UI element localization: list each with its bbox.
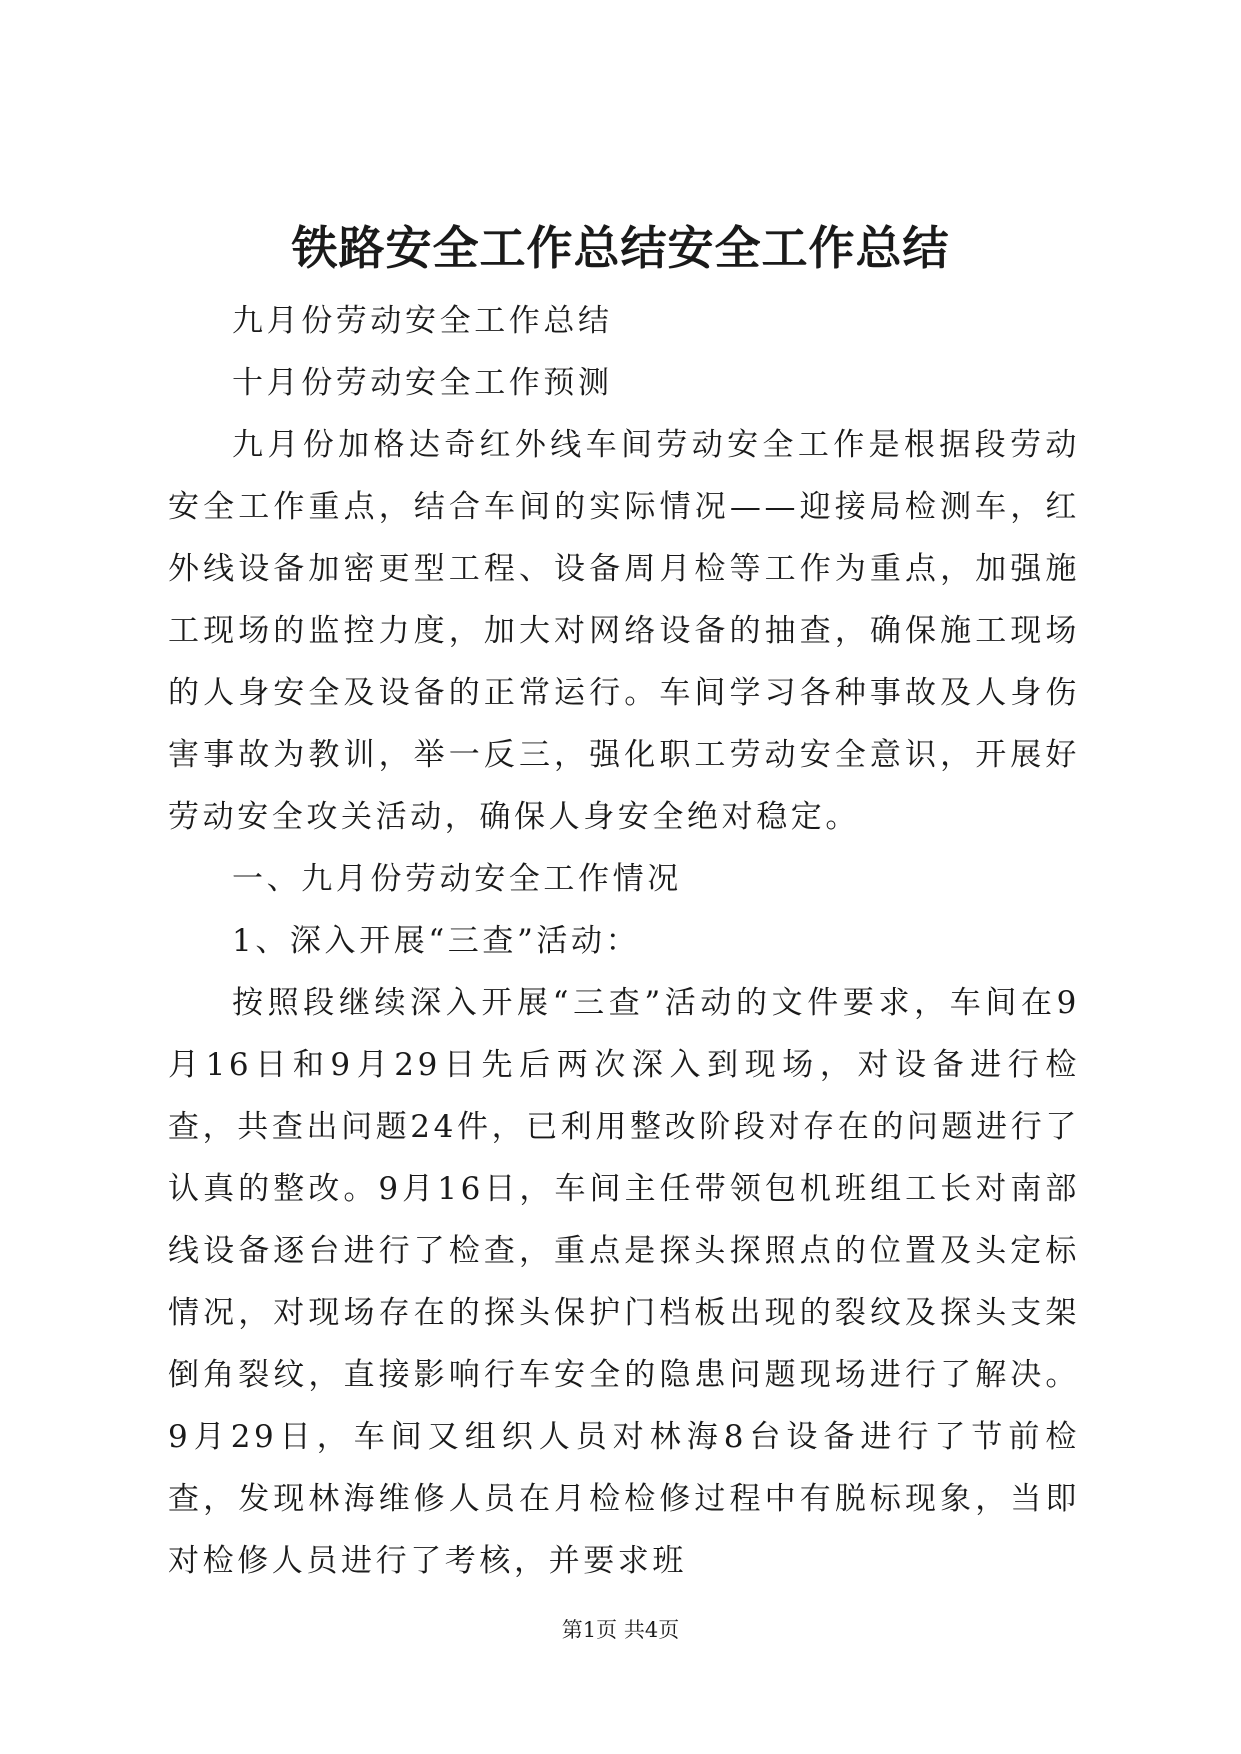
subsection-heading: 1、深入开展“三查”活动：	[232, 923, 641, 959]
paragraph: 十月份劳动安全工作预测	[232, 365, 613, 401]
document-body	[168, 290, 1080, 1592]
paragraph: 九月份劳动安全工作总结	[232, 303, 613, 339]
document-title: 铁路安全工作总结安全工作总结	[291, 221, 950, 275]
section-heading: 一、九月份劳动安全工作情况	[232, 861, 682, 897]
page-number-footer: 第1页 共4页	[561, 1618, 680, 1642]
paragraph: 九月份加格达奇红外线车间劳动安全工作是根据段劳动安全工作重点，结合车间的实际情况——迎接局检测车，红外线设备加密更型工程、设备周月检等工作为重点，加强施工现场的监控力度，加大对网络设备的抽查，确保施工现场的人身安全及设备的正常运行。车间学习各种事故及人身伤害事故为教训，举一反三，强化职工劳动安全意识，开展好劳动安全攻关活动，确保人身安全绝对稳定。	[168, 427, 1080, 835]
paragraph: 按照段继续深入开展“三查”活动的文件要求，车间在9月16日和9月29日先后两次深入到现场，对设备进行检查，共查出问题24件，已利用整改阶段对存在的问题进行了认真的整改。9月16日，车间主任带领包机班组工长对南部线设备逐台进行了检查，重点是探头探照点的位置及头定标情况，对现场存在的探头保护门档板出现的裂纹及探头支架倒角裂纹，直接影响行车安全的隐患问题现场进行了解决。9月29日，车间又组织人员对林海8台设备进行了节前检查，发现林海维修人员在月检检修过程中有脱标现象，当即对检修人员进行了考核，并要求班	[168, 985, 1080, 1579]
